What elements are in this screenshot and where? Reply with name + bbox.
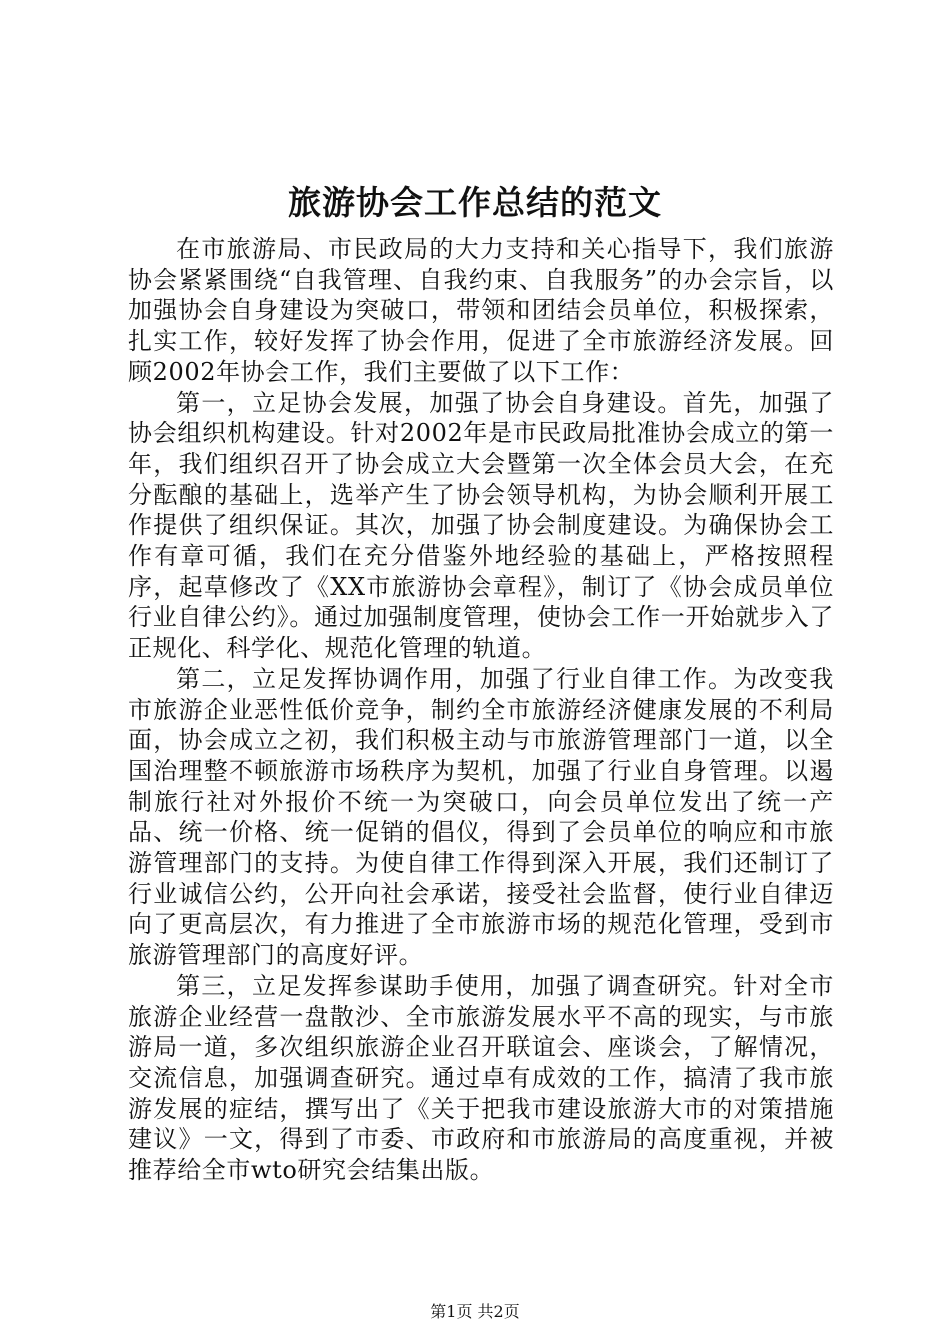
paragraph-third: 第三，立足发挥参谋助手使用，加强了调查研究。针对全市旅游企业经营一盘散沙、全市旅游发展水平不高的现实，与市旅游局一道，多次组织旅游企业召开联谊会、座谈会，了解情况，交流信息，加强调查研究。通过卓有成效的工作，搞清了我市旅游发展的症结，撰写出了《关于把我市建设旅游大市的对策措施建议》一文，得到了市委、市政府和市旅游局的高度重视，并被推荐给全市wto研究会结集出版。: [128, 971, 834, 1185]
document-title: 旅游协会工作总结的范文: [288, 183, 662, 222]
document-body: [128, 234, 834, 1186]
page-footer: 第1页 共2页: [430, 1302, 520, 1321]
paragraph-first: 第一，立足协会发展，加强了协会自身建设。首先，加强了协会组织机构建设。针对2002年是市民政局批准协会成立的第一年，我们组织召开了协会成立大会暨第一次全体会员大会，在充分酝酿的基础上，选举产生了协会领导机构，为协会顺利开展工作提供了组织保证。其次，加强了协会制度建设。为确保协会工作有章可循，我们在充分借鉴外地经验的基础上，严格按照程序，起草修改了《XX市旅游协会章程》，制订了《协会成员单位行业自律公约》。通过加强制度管理，使协会工作一开始就步入了正规化、科学化、规范化管理的轨道。: [128, 388, 834, 663]
paragraph-intro: 在市旅游局、市民政局的大力支持和关心指导下，我们旅游协会紧紧围绕“自我管理、自我约束、自我服务”的办会宗旨，以加强协会自身建设为突破口，带领和团结会员单位，积极探索，扎实工作，较好发挥了协会作用，促进了全市旅游经济发展。回顾2002年协会工作，我们主要做了以下工作：: [128, 235, 834, 386]
paragraph-second: 第二，立足发挥协调作用，加强了行业自律工作。为改变我市旅游企业恶性低价竞争，制约全市旅游经济健康发展的不利局面，协会成立之初，我们积极主动与市旅游管理部门一道，以全国治理整不顿旅游市场秩序为契机，加强了行业自身管理。以遏制旅行社对外报价不统一为突破口，向会员单位发出了统一产品、统一价格、统一促销的倡仪，得到了会员单位的响应和市旅游管理部门的支持。为使自律工作得到深入开展，我们还制订了行业诚信公约，公开向社会承诺，接受社会监督，使行业自律迈向了更高层次，有力推进了全市旅游市场的规范化管理，受到市旅游管理部门的高度好评。: [128, 664, 834, 970]
